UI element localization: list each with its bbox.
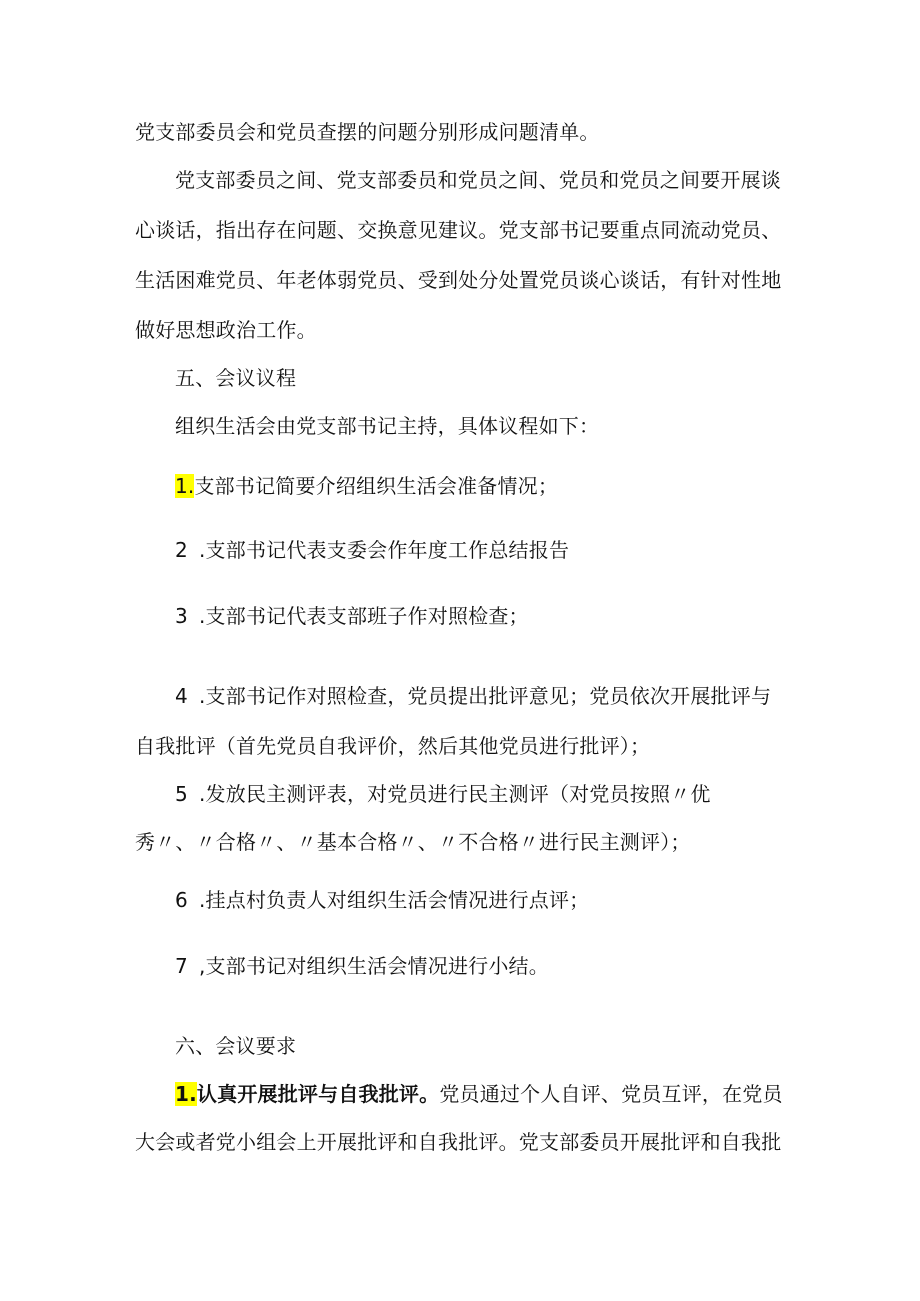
agenda-item-text: .支部书记代表支部班子作对照检查； xyxy=(199,604,529,628)
paragraph-line: 做好思想政治工作。 xyxy=(135,318,317,342)
agenda-item-text: .支部书记代表支委会作年度工作总结报告 xyxy=(199,538,570,562)
paragraph-line: 党支部委员之间、党支部委员和党员之间、党员和党员之间要开展谈 xyxy=(175,168,781,192)
agenda-item xyxy=(175,472,558,500)
agenda-item xyxy=(175,780,711,808)
agenda-item-text: 支部书记简要介绍组织生活会准备情况； xyxy=(194,474,559,498)
agenda-item-text: .发放民主测评表，对党员进行民主测评（对党员按照〃优 xyxy=(199,782,711,806)
agenda-item-number: 4 xyxy=(175,684,188,708)
agenda-item-number: 5 xyxy=(175,782,188,806)
agenda-item-text: .支部书记作对照检查，党员提出批评意见；党员依次开展批评与 xyxy=(199,684,772,708)
agenda-item-number: 2 xyxy=(175,538,188,562)
agenda-item-number: 7 xyxy=(175,954,188,978)
requirement-item-continuation: 大会或者党小组会上开展批评和自我批评。党支部委员开展批评和自我批 xyxy=(135,1130,782,1154)
agenda-item-number: 6 xyxy=(175,888,188,912)
agenda-item-number: 3 xyxy=(175,604,188,628)
section-intro: 组织生活会由党支部书记主持，具体议程如下： xyxy=(175,414,600,438)
agenda-item xyxy=(175,952,549,980)
agenda-item-text: .挂点村负责人对组织生活会情况进行点评； xyxy=(199,888,590,912)
requirement-item-number: 1. xyxy=(175,1082,197,1106)
agenda-item xyxy=(175,536,569,564)
agenda-item-text: ,支部书记对组织生活会情况进行小结。 xyxy=(199,954,549,978)
paragraph-line: 心谈话，指出存在问题、交换意见建议。党支部书记要重点同流动党员、 xyxy=(135,218,782,242)
requirement-item-text: 党员通过个人自评、党员互评，在党员 xyxy=(439,1082,783,1106)
agenda-item xyxy=(175,682,771,710)
section-heading: 五、会议议程 xyxy=(175,366,297,390)
requirement-item-title: 认真开展批评与自我批评。 xyxy=(196,1082,440,1106)
paragraph-line: 党支部委员会和党员查摆的问题分别形成问题清单。 xyxy=(135,120,600,144)
agenda-item xyxy=(175,602,529,630)
paragraph-line: 生活困难党员、年老体弱党员、受到处分处置党员谈心谈话，有针对性地 xyxy=(135,268,782,292)
agenda-item-continuation: 秀〃、〃合格〃、〃基本合格〃、〃不合格〃进行民主测评）； xyxy=(135,830,691,854)
agenda-item-continuation: 自我批评（首先党员自我评价，然后其他党员进行批评）； xyxy=(135,734,651,758)
requirement-item xyxy=(175,1080,783,1108)
agenda-item-number: 1. xyxy=(175,474,195,498)
section-heading: 六、会议要求 xyxy=(175,1034,297,1058)
agenda-item xyxy=(175,886,589,914)
